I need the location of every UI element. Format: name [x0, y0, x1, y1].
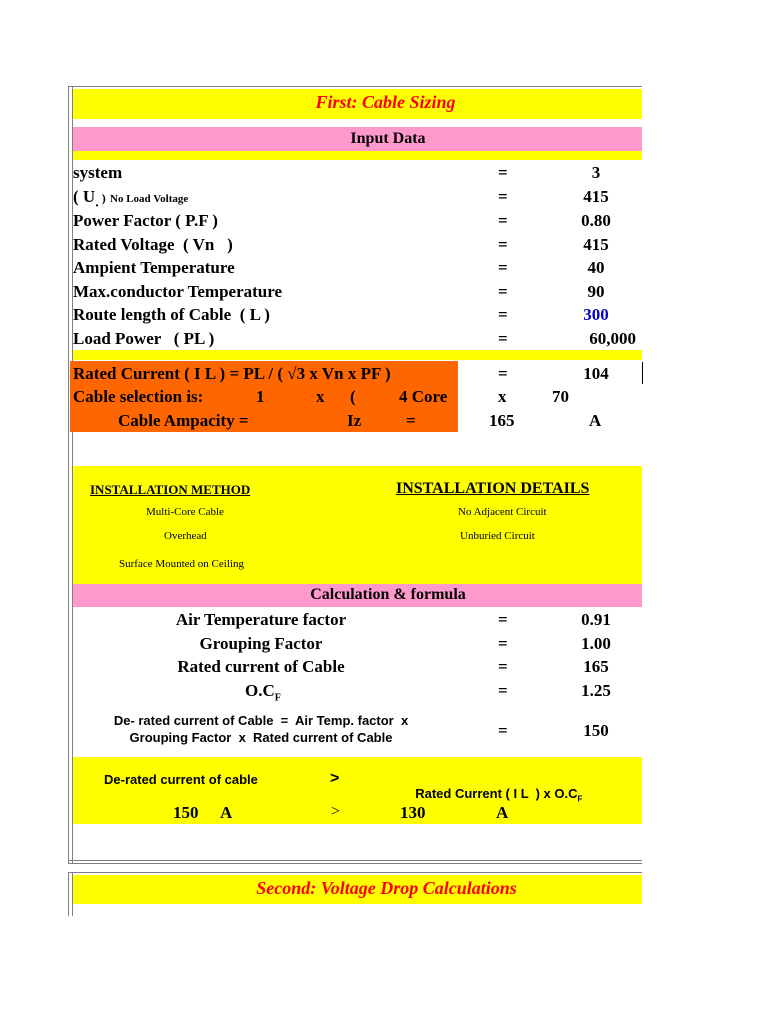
installation-detail-1: No Adjacent Circuit: [458, 506, 547, 518]
input-route-length-eq: =: [498, 305, 508, 324]
input-route-length-label: Route length of Cable ( L ): [73, 305, 270, 324]
installation-method-header: INSTALLATION METHOD: [90, 482, 251, 497]
calc-header: Calculation & formula: [310, 586, 466, 603]
compare-op2: >: [331, 803, 341, 820]
input-power-factor-label: Power Factor ( P.F ): [73, 211, 218, 230]
derated-formula-line2: Grouping Factor x Rated current of Cable: [129, 730, 393, 745]
calc-ocf-subscript: F: [274, 692, 281, 704]
compare-left-label: De-rated current of cable: [104, 772, 258, 787]
cable-ampacity-eq: =: [406, 411, 416, 430]
rated-current-label: Rated Current ( I L ) = PL / ( √3 x Vn x PF ): [73, 364, 391, 383]
noload-voltage-small-label: No Load Voltage: [110, 193, 189, 205]
frame-bottom-line: [68, 860, 642, 861]
section2-title: Second: Voltage Drop Calculations: [256, 878, 517, 898]
compare-left-value: 150: [173, 803, 199, 822]
cable-ampacity-label: Cable Ampacity =: [118, 411, 249, 430]
calc-ocf-label: $O.C_F$: [245, 681, 281, 704]
input-system-value: 3: [591, 163, 601, 182]
input-system-eq: =: [498, 163, 508, 182]
input-noload-voltage-label: ( $U_.$ ) No Load Voltage: [73, 187, 189, 211]
cable-selection-core: 4 Core: [399, 387, 448, 406]
cable-selection-x2: x: [498, 387, 507, 406]
compare-right-value: 130: [400, 803, 426, 822]
cable-selection-size: 70: [552, 387, 569, 406]
calc-grouping-eq: =: [498, 634, 508, 653]
compare-right-label: Rated Current ( I L ) x $O.C_F$: [415, 786, 583, 804]
voltage-subscript-dot: .: [95, 194, 99, 211]
cable-ampacity-iz: Iz: [347, 411, 362, 430]
input-max-conductor-temp-eq: =: [498, 282, 508, 301]
derated-formula-line1: De- rated current of Cable = Air Temp. factor x: [113, 713, 409, 728]
frame-right-line: [642, 362, 643, 384]
input-rated-voltage-eq: =: [498, 235, 508, 254]
calc-grouping-label: Grouping Factor: [199, 634, 323, 653]
installation-method-1: Multi-Core Cable: [146, 506, 224, 518]
input-load-power-value: 60,000: [589, 329, 636, 348]
cable-selection-count: 1: [256, 387, 265, 406]
input-rated-voltage-value: 415: [583, 235, 609, 254]
calc-rated-cable-label: Rated current of Cable: [177, 657, 345, 676]
section2-left-line-outer: [68, 872, 69, 916]
calc-air-temp-eq: =: [498, 610, 508, 629]
cable-selection-x1: x: [316, 387, 325, 406]
input-noload-voltage-value: 415: [583, 187, 609, 206]
input-ambient-temp-eq: =: [498, 258, 508, 277]
frame-top-line: [68, 86, 642, 87]
cable-ampacity-unit: A: [589, 411, 602, 430]
calc-rated-cable-value: 165: [583, 657, 609, 676]
input-max-conductor-temp-label: Max.conductor Temperature: [73, 282, 283, 301]
input-data-header: Input Data: [350, 130, 426, 147]
input-route-length-value[interactable]: 300: [583, 305, 609, 324]
compare-right-subscript: F: [577, 794, 583, 804]
input-system-label: system: [73, 163, 123, 182]
calc-ocf-eq: =: [498, 681, 508, 700]
compare-right-unit: A: [496, 803, 509, 822]
rated-current-eq: =: [498, 364, 508, 383]
input-rated-voltage-label: Rated Voltage ( Vn ): [73, 235, 233, 254]
cable-selection-label: Cable selection is:: [73, 387, 204, 406]
derated-value: 150: [583, 721, 609, 740]
calc-rated-cable-eq: =: [498, 657, 508, 676]
calc-grouping-value: 1.00: [581, 634, 611, 653]
rated-current-value: 104: [583, 364, 609, 383]
section1-title: First: Cable Sizing: [315, 92, 456, 112]
derated-eq: =: [498, 721, 508, 740]
installation-method-2: Overhead: [164, 530, 207, 542]
calc-ocf-value: 1.25: [581, 681, 611, 700]
installation-method-3: Surface Mounted on Ceiling: [119, 558, 244, 570]
calc-air-temp-label: Air Temperature factor: [175, 610, 347, 629]
input-load-power-eq: =: [498, 329, 508, 348]
input-ambient-temp-label: Ampient Temperature: [73, 258, 235, 277]
installation-detail-2: Unburied Circuit: [460, 530, 535, 542]
input-power-factor-eq: =: [498, 211, 508, 230]
input-separator-band: [73, 350, 642, 360]
input-ambient-temp-value: 40: [587, 258, 605, 277]
input-power-factor-value: 0.80: [581, 211, 611, 230]
installation-details-header: INSTALLATION DETAILS: [396, 480, 590, 497]
cable-ampacity-value: 165: [489, 411, 515, 430]
input-load-power-label: Load Power ( PL ): [73, 329, 215, 348]
frame-bottom-line-2: [68, 863, 642, 864]
input-max-conductor-temp-value: 90: [587, 282, 605, 301]
section2-top-line: [68, 872, 642, 873]
frame-left-line-outer: [68, 86, 69, 864]
calc-air-temp-value: 0.91: [581, 610, 611, 629]
compare-left-unit: A: [220, 803, 233, 822]
input-noload-voltage-eq: =: [498, 187, 508, 206]
compare-op: >: [330, 770, 340, 787]
cable-selection-paren: (: [350, 387, 356, 406]
